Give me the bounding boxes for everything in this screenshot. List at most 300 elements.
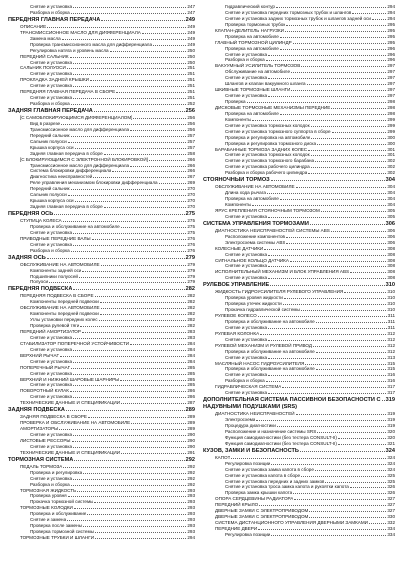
dot-leader: [101, 20, 184, 21]
toc-page-number: 295: [387, 27, 395, 33]
dot-leader: [94, 502, 186, 503]
dot-leader: [268, 266, 386, 267]
toc-page-number: 312: [387, 330, 395, 336]
toc-page-number: 308: [387, 269, 395, 275]
toc-entry-title: Снятие и установка: [30, 334, 73, 340]
toc-page-number: 319: [387, 417, 395, 423]
dot-leader: [338, 438, 386, 439]
toc-entry-title: Проверка и регулировка тормозного диска: [225, 140, 317, 146]
toc-entry-title: Снятие и установка: [30, 432, 73, 437]
toc-page-number: 310: [385, 282, 395, 289]
toc-entry: [8, 10, 195, 16]
dot-leader: [73, 289, 184, 290]
toc-entry-title: ИСПОЛНИТЕЛЬНЫЙ МЕХАНИЗМ И БЛОК УПРАВЛЕНИЯ ABS: [215, 269, 350, 275]
toc-page-number: 257: [187, 144, 195, 150]
toc-entry-title: Прокачка гидравлической системы: [225, 307, 300, 313]
dot-leader: [332, 132, 387, 133]
dot-leader: [259, 505, 386, 506]
toc-entry-title: ЯРУС КРЕПЛЕНИЯ СТОЯНОЧНЫМ ТОРМОЗОМ: [215, 207, 320, 213]
toc-entry-title: Диагностика неисправностей: [30, 174, 93, 180]
dot-leader: [308, 173, 386, 174]
toc-entry-title: Снятие и установка: [30, 346, 73, 352]
toc-page-number: 296: [387, 57, 395, 63]
dot-leader: [301, 310, 386, 311]
toc-entry-title: ЗАДНЯЯ ПОДВЕСКА В СБОРЕ: [20, 414, 87, 420]
toc-entry-title: Гидравлический контур: [225, 4, 275, 9]
toc-entry: [203, 441, 395, 447]
dot-leader: [116, 92, 186, 93]
toc-page-number: 320: [387, 434, 395, 440]
dot-leader: [271, 464, 386, 465]
toc-entry: [203, 275, 395, 281]
toc-entry-title: РУЛЕВОЕ КОЛЕСО: [215, 313, 257, 318]
toc-page-number: 297: [387, 87, 395, 93]
toc-entry-title: РУЛЕВОЕ УПРАВЛЕНИЕ: [203, 282, 270, 289]
toc-section-heading: [203, 221, 395, 228]
toc-page-number: 299: [387, 128, 395, 134]
dot-leader: [68, 142, 187, 143]
toc-page-number: 297: [387, 63, 395, 69]
dot-leader: [63, 221, 187, 222]
dot-leader: [73, 447, 186, 448]
toc-page-number: 306: [387, 233, 395, 239]
dot-leader: [130, 166, 186, 167]
toc-entry-title: ТОРМОЗНЫЕ ТРУБКИ И ШЛАНГИ: [20, 535, 95, 540]
toc-page-number: 298: [387, 104, 395, 110]
toc-page-number: 297: [387, 75, 395, 81]
dot-leader: [311, 126, 387, 127]
toc-page-number: 251: [187, 95, 195, 101]
toc-page-number: 275: [187, 223, 195, 229]
toc-entry-title: Трансмиссионное масло для дифференциала: [30, 126, 130, 132]
toc-entry-title: СИСТЕМА УПРАВЛЕНИЯ ТОРМОЗАМИ: [203, 220, 309, 227]
toc-page-number: 324: [387, 460, 395, 466]
dot-leader: [372, 19, 386, 20]
dot-leader: [130, 344, 186, 345]
dot-leader: [74, 460, 184, 461]
dot-leader: [311, 138, 386, 139]
dot-leader: [301, 66, 386, 67]
toc-entry-title: ПЕРЕДНИЕ ДВЕРИ: [215, 526, 258, 531]
toc-entry-title: Обслуживание на автомобиле: [225, 69, 291, 75]
toc-page-number: 286: [187, 394, 195, 400]
toc-entry-title: [С БЛОКИРУЮЩИМСЯ С ЭЛЕКТРОННОЙ БЛОКИРОВКОЙ]: [20, 156, 148, 162]
toc-page-number: 282: [187, 305, 195, 311]
toc-entry-title: Сальник полуоси: [30, 192, 67, 198]
toc-page-number: 276: [187, 241, 195, 247]
toc-entry-title: Снятие и установка задних тормозных трубок и шлангов задней оси: [225, 15, 371, 21]
dot-leader: [67, 68, 187, 69]
dot-leader: [267, 193, 386, 194]
dot-leader: [268, 96, 386, 97]
toc-page-number: 293: [187, 493, 195, 499]
dot-leader: [280, 37, 386, 38]
dot-leader: [66, 410, 185, 411]
toc-entry-title: Разборка и сборка рабочего цилиндра: [225, 170, 308, 176]
toc-page-number: 251: [187, 83, 195, 89]
dot-leader: [82, 271, 186, 272]
toc-entry-title: Снятие и замена: [30, 517, 67, 523]
toc-entry-title: ОПИСАНИЕ: [20, 23, 47, 29]
dot-leader: [280, 199, 386, 200]
toc-entry-title: Снятие и установка тормозных колодок: [225, 122, 310, 128]
toc-page-number: 293: [187, 523, 195, 529]
toc-page-number: 317: [387, 390, 395, 396]
toc-page-number: 250: [187, 47, 195, 53]
dot-leader: [350, 487, 387, 488]
toc-page-number: 310: [387, 289, 395, 295]
toc-entry-title: ТОРМОЗНАЯ СИСТЕМА: [8, 456, 74, 463]
toc-entry-title: Реле управления механизмом блокировки дифференциала: [30, 180, 158, 186]
dot-leader: [247, 102, 387, 103]
toc-page-number: 270: [187, 186, 195, 192]
toc-entry-title: Регулировка позиции: [225, 531, 271, 537]
toc-page-number: 270: [187, 192, 195, 198]
toc-entry-title: Электросхема: [225, 417, 256, 423]
toc-entry-title: Крышка корпуса оси: [30, 198, 74, 204]
dot-leader: [75, 148, 187, 149]
dot-leader: [268, 78, 386, 79]
toc-entry-title: Проверка уровня жидкости: [225, 295, 283, 301]
dot-leader: [290, 261, 386, 262]
dot-leader: [112, 171, 186, 172]
dot-leader: [73, 338, 186, 339]
toc-entry-title: Снятие и установка тормозного барабана: [225, 158, 315, 164]
toc-page-number: 308: [387, 263, 395, 269]
dot-leader: [72, 441, 187, 442]
toc-page-number: 313: [387, 354, 395, 360]
toc-page-number: 284: [187, 346, 195, 352]
toc-page-number: 292: [185, 456, 195, 463]
toc-page-number: 305: [387, 213, 395, 219]
toc-entry-title: Компоненты передней подвески: [30, 299, 99, 305]
toc-page-number: 319: [387, 423, 395, 428]
toc-page-number: 304: [387, 202, 395, 207]
toc-entry-title: Проверка и регулировка на автомобиле: [225, 134, 311, 140]
toc-page-number: 252: [187, 101, 195, 107]
toc-page-number: 295: [387, 21, 395, 27]
toc-entry-title: ПЕРЕДНИЙ САЛЬНИК: [20, 53, 69, 59]
toc-entry-title: СИСТЕМА ДИСТАНЦИОННОГО УПРАВЛЕНИЯ ДВЕРНЫМИ ЗАМКАМИ: [215, 520, 368, 526]
toc-page-number: 276: [187, 235, 195, 241]
toc-page-number: 325: [387, 478, 395, 484]
toc-entry-title: БАРАБАННЫЕ ТОРМОЗА ЗАДНИХ КОЛЕС: [215, 146, 308, 152]
toc-entry-title: ПЕРЕДНЯЯ ПОДВЕСКА В СБОРЕ: [20, 293, 94, 299]
toc-page-number: 290: [187, 443, 195, 449]
toc-page-number: 250: [187, 53, 195, 59]
toc-entry-title: ОБСЛУЖИВАНИЕ НА АВТОМОБИЛЕ: [20, 305, 100, 311]
toc-page-number: 315: [387, 366, 395, 372]
dot-leader: [308, 150, 386, 151]
dot-leader: [294, 499, 386, 500]
toc-entry-title: Снятие и установка тормозных колодок: [225, 152, 310, 158]
toc-section-heading: [8, 108, 195, 115]
toc-entry-title: СИГНАЛЬНОЕ КОЛЬЦО ДАТЧИКА: [215, 257, 289, 263]
toc-left-column: [8, 4, 195, 541]
toc-page-number: 251: [187, 89, 195, 95]
dot-leader: [350, 272, 386, 273]
toc-page-number: 324: [387, 454, 395, 460]
toc-page-number: 300: [387, 134, 395, 140]
toc-entry-title: ПОПЕРЕЧНЫЙ РЫЧАГ: [20, 364, 71, 370]
toc-entry-title: Снятие и установка: [225, 354, 268, 360]
dot-leader: [71, 13, 187, 14]
dot-leader: [268, 55, 386, 56]
toc-page-number: 282: [187, 323, 195, 329]
toc-entry-title: КУЗОВ, ЗАМКИ И БЕЗОПАСНОСТЬ: [203, 447, 299, 454]
toc-page-number: 294: [387, 9, 395, 15]
toc-entry-title: СТОЯНОЧНЫЙ ТОРМОЗ: [203, 177, 270, 184]
toc-page-number: 250: [187, 59, 195, 65]
toc-entry-title: Функция самодиагностики (без тестера CONSULT-II): [225, 434, 337, 440]
toc-entry-title: Компоненты передней подвески: [30, 311, 99, 317]
dot-leader: [311, 155, 387, 156]
toc-entry-title: Проверка тормозных трубок: [225, 21, 286, 27]
dot-leader: [268, 255, 386, 256]
dot-leader: [131, 423, 186, 424]
dot-leader: [47, 258, 185, 259]
dot-leader: [315, 470, 386, 471]
toc-page-number: 297: [387, 81, 395, 87]
toc-entry-title: Снятие и установка: [30, 95, 73, 101]
toc-page-number: 249: [187, 35, 195, 41]
toc-entry-title: Проверка тормозной системы: [30, 529, 94, 535]
toc-page-number: 293: [187, 505, 195, 511]
dot-leader: [256, 420, 386, 421]
toc-page-number: 282: [185, 286, 195, 293]
dot-leader: [73, 374, 186, 375]
toc-entry-title: Снятие и установка: [225, 251, 268, 257]
dot-leader: [73, 479, 186, 480]
toc-page-number: 295: [387, 39, 395, 45]
toc-entry-title: Передний сальник: [30, 132, 70, 138]
toc-page-number: 256: [185, 108, 195, 114]
toc-page-number: 308: [387, 257, 395, 263]
toc-entry-title: Снятие и установка тормозного суппорта в сборе: [225, 128, 331, 134]
toc-entry-title: Регулировка натяга и уровень масла: [30, 47, 109, 53]
toc-page-number: 279: [187, 267, 195, 273]
toc-page-number: 294: [187, 535, 195, 540]
toc-entry-title: Снятие и установка троса замка капота и рукоятки капота: [225, 484, 349, 490]
toc-entry-title: Снятие и установка: [30, 370, 73, 376]
toc-entry-title: Снятие и установка: [30, 475, 73, 481]
toc-entry-title: Проверка и обслуживание на автомобиле: [225, 318, 315, 324]
toc-entry-title: КЛАПАН-ДЕЛИТЕЛЬ НАГРУЗКИ: [215, 27, 284, 33]
toc-page-number: 311: [387, 324, 395, 330]
toc-entry-title: ТЕХНИЧЕСКИЕ ДАННЫЕ И СПЕЦИФИКАЦИИ: [20, 400, 121, 406]
toc-entry-title: ПЕРЕДНЯЯ ПОДВЕСКА: [8, 286, 73, 293]
toc-page-number: 251: [187, 77, 195, 83]
toc-entry-title: ТЕХНИЧЕСКИЕ ДАННЫЕ И СПЕЦИФИКАЦИИ: [20, 449, 121, 455]
toc-entry-title: ДВЕРНЫЕ ЗАМКИ С ЭЛЕКТРОПРИВОДОМ: [215, 514, 309, 520]
dot-leader: [159, 183, 187, 184]
toc-page-number: 269: [187, 180, 195, 186]
toc-entry-title: Снятие и установка передних и задних замков: [225, 478, 325, 484]
toc-entry: [8, 101, 195, 107]
toc-entry-title: АМОРТИЗАТОРЫ: [20, 426, 59, 432]
toc-entry-title: ПОВОРОТНЫЙ КУЛАК: [20, 388, 69, 394]
dot-leader: [133, 118, 186, 119]
dot-leader: [276, 7, 386, 8]
toc-entry-title: ПЕРЕДНИЙ АМОРТИЗАТОР: [20, 329, 81, 334]
dot-leader: [73, 86, 186, 87]
toc-entry-title: Снятие и установка: [225, 51, 268, 57]
dot-leader: [67, 520, 186, 521]
toc-entry-title: Снятие и установка: [225, 336, 268, 342]
toc-entry-title: Проверка и обслуживание: [30, 511, 87, 517]
dot-leader: [95, 296, 187, 297]
dot-leader: [100, 302, 186, 303]
toc-entry-title: ВЕРХНИЙ И НИЖНИЙ ШАРОВЫЕ ШАРНИРЫ: [20, 376, 120, 382]
toc-entry-title: Вид в разрезе: [30, 120, 61, 126]
dot-leader: [231, 458, 386, 459]
toc-section-heading: [203, 448, 395, 455]
dot-leader: [68, 195, 187, 196]
toc-page-number: 332: [387, 520, 395, 526]
dot-leader: [59, 429, 186, 430]
toc-section-heading: [8, 255, 195, 262]
toc-entry-title: Трансмиссионное масло для дифференциала: [30, 162, 130, 168]
dot-leader: [54, 214, 184, 215]
dot-leader: [70, 391, 186, 392]
toc-page-number: 291: [187, 449, 195, 455]
dot-leader: [296, 414, 387, 415]
toc-entry-title: ПРОВЕРКА И ОБСЛУЖИВАНИЕ НА АВТОМОБИЛЕ: [20, 420, 131, 426]
dot-leader: [73, 350, 186, 351]
dot-leader: [286, 25, 386, 26]
toc-entry-title: ПЕРЕДНЯЯ ГЛАВНАЯ ПЕРЕДАЧА: [8, 16, 101, 23]
toc-page-number: 292: [187, 475, 195, 481]
toc-page-number: 296: [387, 51, 395, 57]
toc-page-number: 282: [187, 311, 195, 317]
toc-entry: [8, 400, 195, 406]
toc-entry-title: ЗАДНЯЯ ГЛАВНАЯ ПЕРЕДАЧА: [8, 108, 93, 114]
dot-leader: [95, 538, 186, 539]
dot-leader: [284, 298, 386, 299]
toc-entry-title: ДИАГНОСТИКА НЕИСПРАВНОСТЕЙ: [215, 411, 295, 417]
toc-page-number: 334: [387, 526, 395, 531]
toc-page-number: 289: [185, 407, 195, 414]
toc-entry-title: Снятие и установка: [30, 382, 73, 388]
toc-page-number: 293: [187, 511, 195, 517]
dot-leader: [317, 432, 386, 433]
toc-entry-title: Снятие и установка: [225, 75, 268, 81]
toc-page-number: 256: [187, 120, 195, 126]
toc-entry-title: РУЛЕВАЯ КОЛОНКА: [215, 330, 260, 336]
toc-page-number: 324: [387, 466, 395, 472]
toc-page-number: 327: [387, 508, 395, 514]
toc-entry-title: Разборка и сборка: [225, 378, 265, 384]
toc-page-number: 321: [387, 440, 395, 446]
toc-page-number: 290: [187, 432, 195, 437]
dot-leader: [63, 467, 186, 468]
dot-leader: [71, 189, 187, 190]
dot-leader: [149, 160, 186, 161]
toc-entry-title: СТАБИЛИЗАТОР ПОПЕРЕЧНОЙ УСТОЙЧИВОСТИ: [20, 340, 130, 346]
toc-page-number: 289: [187, 426, 195, 432]
toc-page-number: 275: [187, 229, 195, 235]
toc-page-number: 297: [387, 93, 395, 99]
toc-entry: [203, 390, 395, 396]
dot-leader: [99, 320, 187, 321]
toc-page-number: 292: [187, 469, 195, 475]
dot-leader: [268, 375, 386, 376]
toc-entry-title: Компоненты: [225, 116, 252, 122]
dot-leader: [71, 136, 187, 137]
toc-entry-title: Снятие и установка: [225, 213, 268, 219]
toc-section-heading: [8, 407, 195, 414]
dot-leader: [382, 400, 385, 401]
dot-leader: [60, 356, 186, 357]
toc-page-number: 279: [187, 279, 195, 285]
toc-page-number: 282: [187, 293, 195, 299]
toc-page-number: 311: [387, 313, 395, 318]
toc-page-number: 249: [185, 16, 195, 23]
toc-entry-title: МАСЛЯНЫЙ НАСОС ГИДРОУСИЛИТЕЛЯ: [215, 360, 305, 366]
toc-entry-title: Расположение компонентов: [225, 233, 285, 239]
toc-page-number: 275: [187, 218, 195, 223]
toc-page-number: 293: [187, 517, 195, 523]
toc-page-number: 266: [187, 156, 195, 162]
dot-leader: [94, 111, 185, 112]
toc-entry-title: ПЕДАЛЬ ТОРМОЗА: [20, 463, 63, 469]
toc-entry-title: ТОРМОЗНЫЕ КОЛОДКИ: [20, 505, 73, 511]
dot-leader: [73, 63, 186, 64]
dot-leader: [252, 120, 386, 121]
toc-page-number: 304: [387, 190, 395, 196]
toc-entry-title: Проверка на автомобиле: [225, 33, 279, 39]
toc-entry-title: САЛЬНИК ПОЛУОСИ: [20, 65, 66, 71]
toc-page-number: 304: [387, 184, 395, 190]
toc-page-number: 298: [387, 99, 395, 104]
toc-entry-title: Проверка рулевой тяги: [30, 323, 80, 329]
dot-leader: [277, 426, 386, 427]
toc-entry-title: ДИСКОВЫЕ ТОРМОЗНЫЕ МЕХАНИЗМЫ ПЕРЕДНИЕ: [215, 104, 331, 110]
toc-entry-title: Проверка утечек жидкости: [225, 301, 282, 307]
dot-leader: [316, 369, 387, 370]
dot-leader: [80, 326, 186, 327]
toc-page-number: 319: [387, 411, 395, 417]
toc-page-number: 308: [387, 245, 395, 251]
toc-page-number: 308: [387, 275, 395, 281]
dot-leader: [369, 523, 386, 524]
toc-entry-title: Снятие и установка: [225, 324, 268, 330]
toc-entry-title: ОБСЛУЖИВАНИЕ НА АВТОМОБИЛЕ: [215, 184, 295, 190]
toc-entry-title: Снятие и установка: [225, 275, 268, 281]
dot-leader: [252, 205, 386, 206]
toc-page-number: 294: [387, 4, 395, 9]
dot-leader: [307, 84, 387, 85]
dot-leader: [82, 332, 186, 333]
toc-page-number: 249: [187, 41, 195, 47]
toc-page-number: 287: [187, 400, 195, 406]
toc-page-number: 257: [187, 132, 195, 138]
toc-entry-title: Проверка уровня: [30, 493, 67, 499]
toc-entry-title: ТОРМОЗНАЯ ЖИДКОСТЬ: [20, 487, 77, 493]
toc-page-number: 285: [187, 382, 195, 388]
toc-entry-title: ПЕРЕДНЯЯ ГЛАВНАЯ ПЕРЕДАЧА В СБОРЕ: [20, 89, 116, 95]
toc-page-number: 315: [387, 360, 395, 366]
dot-leader: [71, 368, 186, 369]
toc-page-number: 324: [385, 447, 395, 454]
toc-page-number: 320: [387, 428, 395, 434]
toc-page-number: 284: [187, 352, 195, 358]
toc-entry-title: Передний сальник: [30, 186, 70, 192]
dot-leader: [300, 451, 385, 452]
toc-entry-title: Снятие и установка: [225, 390, 268, 396]
toc-entry-title: Снятие и установка: [30, 229, 73, 235]
dot-leader: [258, 529, 386, 530]
